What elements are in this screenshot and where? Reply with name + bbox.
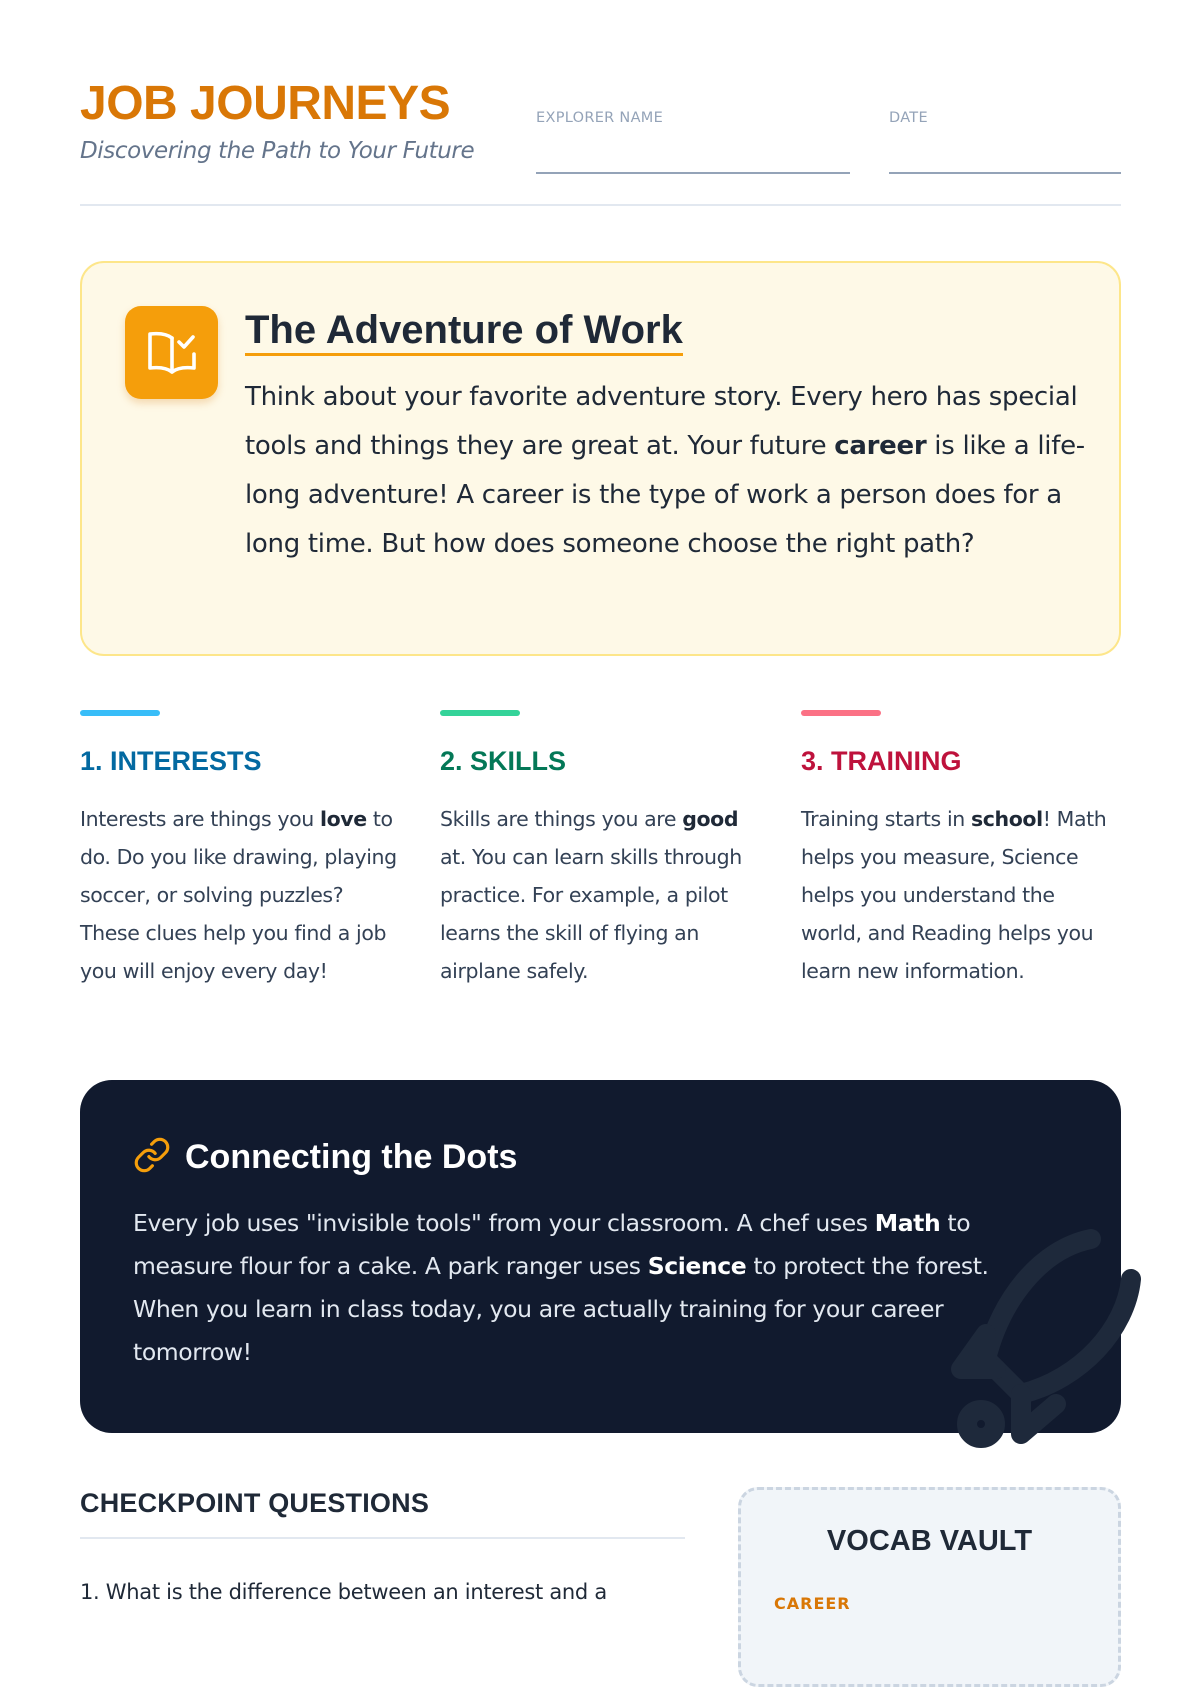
column-text-bold: love [319,807,367,831]
column-text [80,800,400,990]
intro-card [80,261,1121,656]
page-subtitle: Discovering the Path to Your Future [80,138,475,164]
connecting-card [80,1080,1121,1433]
column-text-part: at. You can learn skills through practice. For example, a pilot learns the skill of flying an airplane safely. [440,845,742,983]
column-accent-bar [440,710,520,716]
vocab-vault [738,1487,1121,1687]
column-skills [440,710,760,990]
vocab-term: CAREER [774,1594,851,1613]
intro-title: The Adventure of Work [245,307,683,356]
column-accent-bar [801,710,881,716]
column-title: 2. SKILLS [440,746,567,776]
checkpoint-divider [80,1537,685,1539]
explorer-name-line[interactable] [536,126,850,174]
column-title: 3. TRAINING [801,746,962,776]
connecting-text-bold: Math [874,1209,941,1237]
checkpoint-title: CHECKPOINT QUESTIONS [80,1488,430,1518]
connecting-title: Connecting the Dots [185,1137,518,1176]
column-text-part: Interests are things you [80,807,320,831]
date-label: DATE [889,110,928,126]
column-text-bold: school [970,807,1043,831]
column-text-part: Skills are things you are [440,807,683,831]
date-field[interactable] [889,110,1121,174]
connecting-text-bold: Science [647,1252,747,1280]
intro-text-part: Think about your favorite adventure story. Every hero has special tools and things they are great at. Your future [245,382,1078,461]
column-title: 1. INTERESTS [80,746,262,776]
column-text [801,800,1121,990]
date-line[interactable] [889,126,1121,174]
column-training [801,710,1121,990]
link-icon [133,1136,171,1178]
book-check-icon [125,306,218,399]
column-text-bold: good [682,807,739,831]
column-interests [80,710,400,990]
explorer-name-label: EXPLORER NAME [536,110,664,126]
column-text [440,800,760,990]
header-divider [80,204,1121,206]
intro-text-part: is like a life-long adventure! A career is the type of work a person does for a long time. But how does someone choose the right path? [245,431,1085,559]
column-text-part: ! Math helps you measure, Science helps you understand the world, and Reading helps you learn new information. [801,807,1107,983]
connecting-text [133,1202,1033,1374]
connecting-text-part: Every job uses "invisible tools" from your classroom. A chef uses [133,1209,875,1237]
intro-text-bold: career [834,431,927,461]
connecting-text-part: to measure flour for a cake. A park ranger uses [133,1209,971,1280]
checkpoint-question: 1. What is the difference between an interest and a [80,1580,607,1604]
connecting-header [133,1136,517,1178]
intro-text [245,373,1085,569]
column-text-part: to do. Do you like drawing, playing soccer, or solving puzzles? These clues help you find a job you will enjoy every day! [80,807,397,983]
column-text-part: Training starts in [801,807,971,831]
explorer-name-field[interactable] [536,110,850,174]
vocab-title: VOCAB VAULT [826,1525,1033,1557]
page-title: JOB JOURNEYS [80,77,451,130]
column-accent-bar [80,710,160,716]
connecting-text-part: to protect the forest. When you learn in class today, you are actually training for your career tomorrow! [133,1252,989,1366]
brand [80,78,474,164]
